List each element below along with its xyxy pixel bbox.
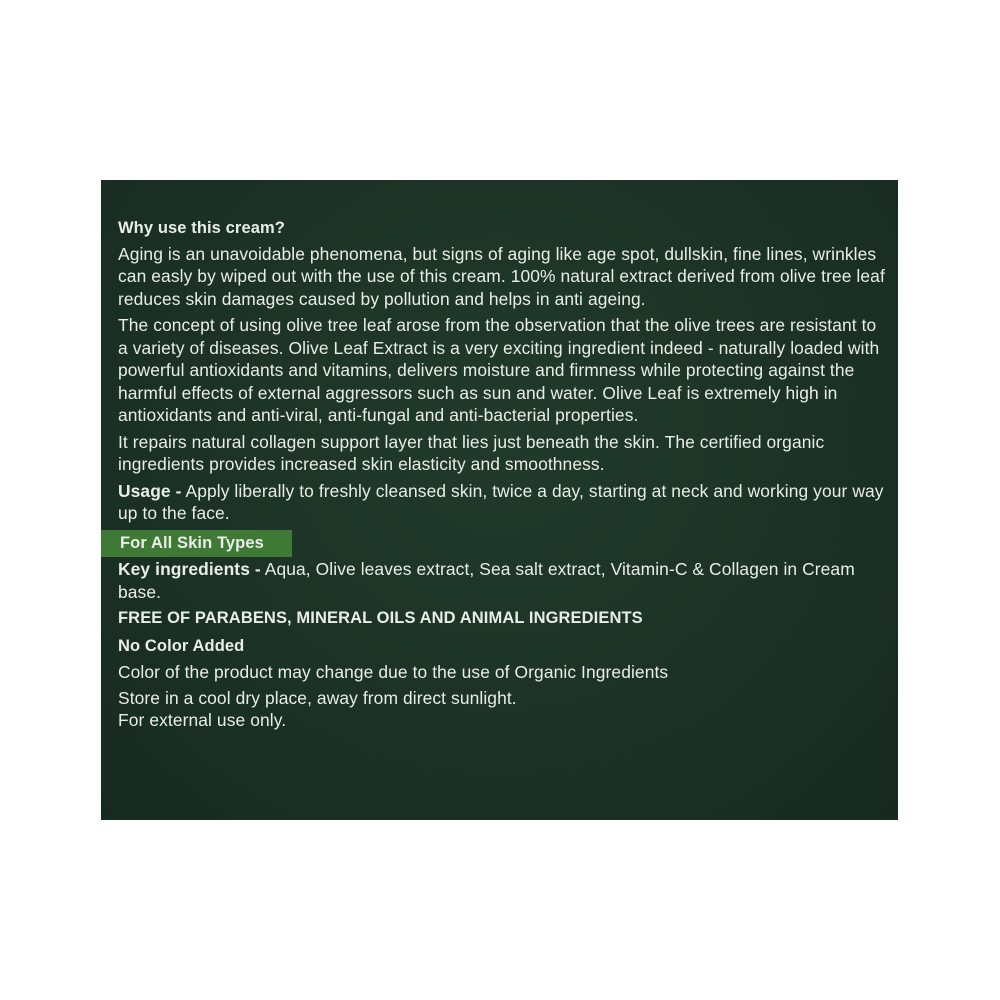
ingredients-text: Aqua, Olive leaves extract, Sea salt extract, Vitamin-C & Collagen in Cream base. [118,559,855,602]
external-use-notice: For external use only. [118,710,287,730]
free-of-notice: FREE OF PARABENS, MINERAL OILS AND ANIMAL INGREDIENTS [118,609,643,627]
ingredients-label: Key ingredients - [118,559,261,579]
description-paragraph-2: The concept of using olive tree leaf arose from the observation that the olive trees are resistant to a variety of diseases. Olive Leaf Extract is a very exciting ingredient indeed - naturally loaded with powerful antioxidants and vitamins, delivers moisture and firmness while protecting against the harmful effects of external aggressors such as sun and water. Olive Leaf is extremely high in antioxidants and anti-viral, anti-fungal and anti-bacterial properties. [118,315,880,425]
usage-label: Usage - [118,480,182,501]
storage-notice: Store in a cool dry place, away from direct sunlight. [118,687,517,708]
no-color-notice: No Color Added [118,636,245,655]
ingredients-paragraph [118,558,888,603]
color-change-notice: Color of the product may change due to the use of Organic Ingredients [118,662,669,682]
label-panel [101,180,898,820]
description-paragraph-3: It repairs natural collagen support layer that lies just beneath the skin. The certified organic ingredients provides increased skin elasticity and smoothness. [118,431,825,474]
label-heading: Why use this cream? [118,219,285,237]
description-paragraph-1: Aging is an unavoidable phenomena, but signs of aging like age spot, dullskin, fine lines, wrinkles can easly by wiped out with the use of this cream. 100% natural extract derived from olive tree leaf reduces skin damages caused by pollution and helps in anti ageing. [118,243,885,309]
skin-types-badge: For All Skin Types [101,530,292,558]
usage-paragraph [118,480,888,525]
usage-text: Apply liberally to freshly cleansed skin, twice a day, starting at neck and working your way up to the face. [118,480,884,523]
label-content [118,217,888,732]
